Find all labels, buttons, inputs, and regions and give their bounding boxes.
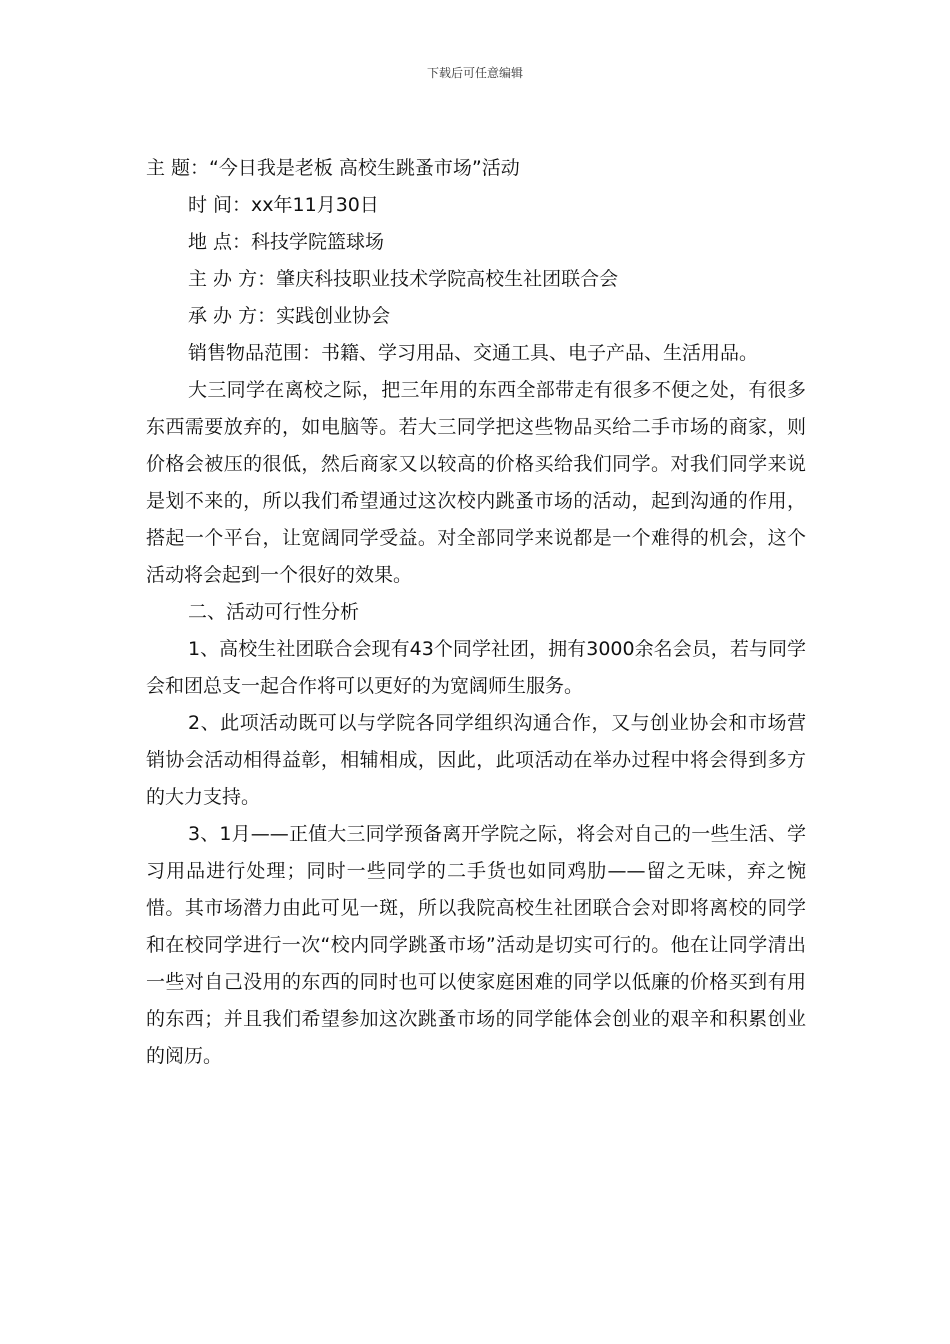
page-header: 下载后可任意编辑 bbox=[426, 66, 523, 80]
co-organizer-line: 承 办 方：实践创业协会 bbox=[188, 305, 391, 327]
document-body bbox=[146, 150, 806, 1075]
organizer-line: 主 办 方：肇庆科技职业技术学院高校生社团联合会 bbox=[188, 268, 619, 290]
subject-line: 主 题：“今日我是老板 高校生跳蚤市场”活动 bbox=[146, 157, 520, 179]
sales-scope-paragraph: 销售物品范围：书籍、学习用品、交通工具、电子产品、生活用品。 bbox=[188, 342, 759, 364]
feasibility-point-1: 1、高校生社团联合会现有43个同学社团，拥有3000余名会员，若与同学会和团总支一起合作将可以更好的为宽阔师生服务。 bbox=[146, 638, 806, 697]
background-paragraph: 大三同学在离校之际，把三年用的东西全部带走有很多不便之处，有很多东西需要放弃的，如电脑等。若大三同学把这些物品买给二手市场的商家，则价格会被压的很低，然后商家又以较高的价格买给我们同学。对我们同学来说是划不来的，所以我们希望通过这次校内跳蚤市场的活动，起到沟通的作用，搭起一个平台，让宽阔同学受益。对全部同学来说都是一个难得的机会，这个活动将会起到一个很好的效果。 bbox=[146, 379, 806, 586]
feasibility-point-2: 2、此项活动既可以与学院各同学组织沟通合作，又与创业协会和市场营销协会活动相得益彰，相辅相成，因此，此项活动在举办过程中将会得到多方的大力支持。 bbox=[146, 712, 806, 808]
feasibility-point-3: 3、1月——正值大三同学预备离开学院之际，将会对自己的一些生活、学习用品进行处理；同时一些同学的二手货也如同鸡肋——留之无味，弃之惋惜。其市场潜力由此可见一斑，所以我院高校生社团联合会对即将离校的同学和在校同学进行一次“校内同学跳蚤市场”活动是切实可行的。他在让同学清出一些对自己没用的东西的同时也可以使家庭困难的同学以低廉的价格买到有用的东西；并且我们希望参加这次跳蚤市场的同学能体会创业的艰辛和积累创业的阅历。 bbox=[146, 823, 806, 1067]
place-line: 地 点：科技学院篮球场 bbox=[188, 231, 385, 253]
time-line: 时 间：xx年11月30日 bbox=[188, 194, 379, 216]
section-heading: 二、活动可行性分析 bbox=[188, 601, 360, 623]
